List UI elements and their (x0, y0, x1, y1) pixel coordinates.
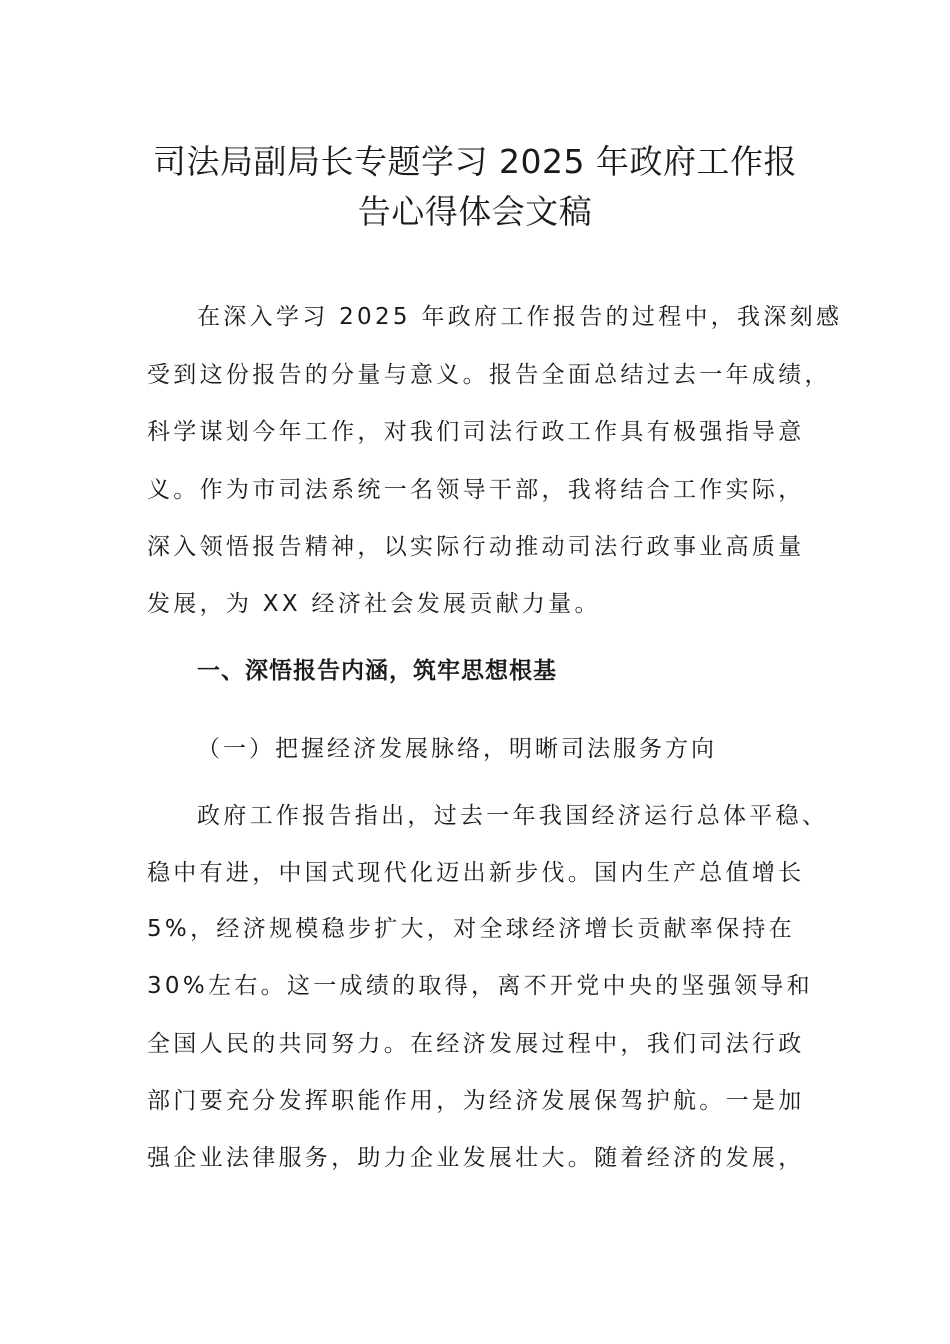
text-line: 30%左右。这一成绩的取得，离不开党中央的坚强领导和 (147, 973, 813, 999)
text-line: 5%，经济规模稳步扩大，对全球经济增长贡献率保持在 (147, 916, 795, 942)
text-line: 受到这份报告的分量与意义。报告全面总结过去一年成绩， (147, 362, 831, 388)
text-line: 部门要充分发挥职能作用，为经济发展保驾护航。一是加 (147, 1088, 805, 1114)
title-line-2: 告心得体会文稿 (357, 192, 593, 231)
text-line: 稳中有进，中国式现代化迈出新步伐。国内生产总值增长 (147, 860, 805, 886)
text-line: 强企业法律服务，助力企业发展壮大。随着经济的发展， (147, 1145, 805, 1171)
title-line-1: 司法局副局长专题学习 2025 年政府工作报 (153, 142, 797, 181)
text-line: 全国人民的共同努力。在经济发展过程中，我们司法行政 (147, 1031, 805, 1057)
text-line: 发展，为 XX 经济社会发展贡献力量。 (147, 591, 601, 617)
text-line: 在深入学习 2025 年政府工作报告的过程中，我深刻感 (197, 304, 843, 330)
text-line: 政府工作报告指出，过去一年我国经济运行总体平稳、 (197, 803, 829, 829)
subsection-heading: （一）把握经济发展脉络，明晰司法服务方向 (197, 736, 717, 762)
section-heading: 一、深悟报告内涵，筑牢思想根基 (197, 658, 557, 684)
text-line: 深入领悟报告精神，以实际行动推动司法行政事业高质量 (147, 534, 805, 560)
text-line: 科学谋划今年工作，对我们司法行政工作具有极强指导意 (147, 419, 805, 445)
text-line: 义。作为市司法系统一名领导干部，我将结合工作实际， (147, 477, 805, 503)
